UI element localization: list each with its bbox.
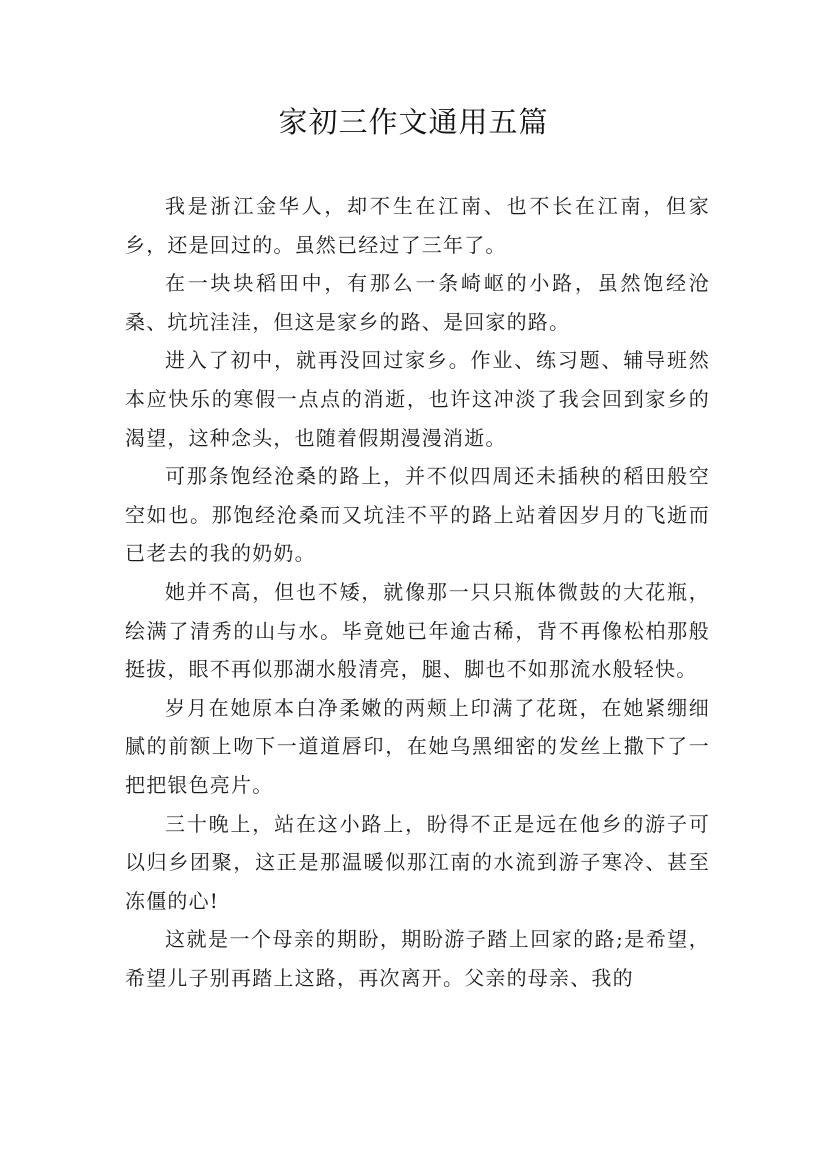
document-body	[125, 187, 710, 997]
paragraph: 可那条饱经沧桑的路上，并不似四周还未插秧的稻田般空空如也。那饱经沧桑而又坑洼不平的路上站着因岁月的飞逝而已老去的我的奶奶。	[125, 464, 710, 566]
paragraph: 三十晚上，站在这小路上，盼得不正是远在他乡的游子可以归乡团聚，这正是那温暖似那江南的水流到游子寒冷、甚至冻僵的心!	[125, 811, 710, 913]
paragraph: 这就是一个母亲的期盼，期盼游子踏上回家的路;是希望，希望儿子别再踏上这路，再次离开。父亲的母亲、我的	[125, 927, 710, 990]
paragraph: 进入了初中，就再没回过家乡。作业、练习题、辅导班然本应快乐的寒假一点点的消逝，也许这冲淡了我会回到家乡的渴望，这种念头，也随着假期漫漫消逝。	[125, 348, 710, 450]
document-title: 家初三作文通用五篇	[278, 105, 549, 139]
paragraph: 我是浙江金华人，却不生在江南、也不长在江南，但家乡，还是回过的。虽然已经过了三年了。	[125, 194, 710, 257]
paragraph: 在一块块稻田中，有那么一条崎岖的小路，虽然饱经沧桑、坑坑洼洼，但这是家乡的路、是回家的路。	[125, 271, 710, 334]
paragraph: 她并不高，但也不矮，就像那一只只瓶体微鼓的大花瓶，绘满了清秀的山与水。毕竟她已年逾古稀，背不再像松柏那般挺拔，眼不再似那湖水般清亮，腿、脚也不如那流水般轻快。	[125, 579, 710, 682]
paragraph: 岁月在她原本白净柔嫩的两颊上印满了花斑，在她紧绷细腻的前额上吻下一道道唇印，在她乌黑细密的发丝上撒下了一把把银色亮片。	[125, 695, 710, 797]
